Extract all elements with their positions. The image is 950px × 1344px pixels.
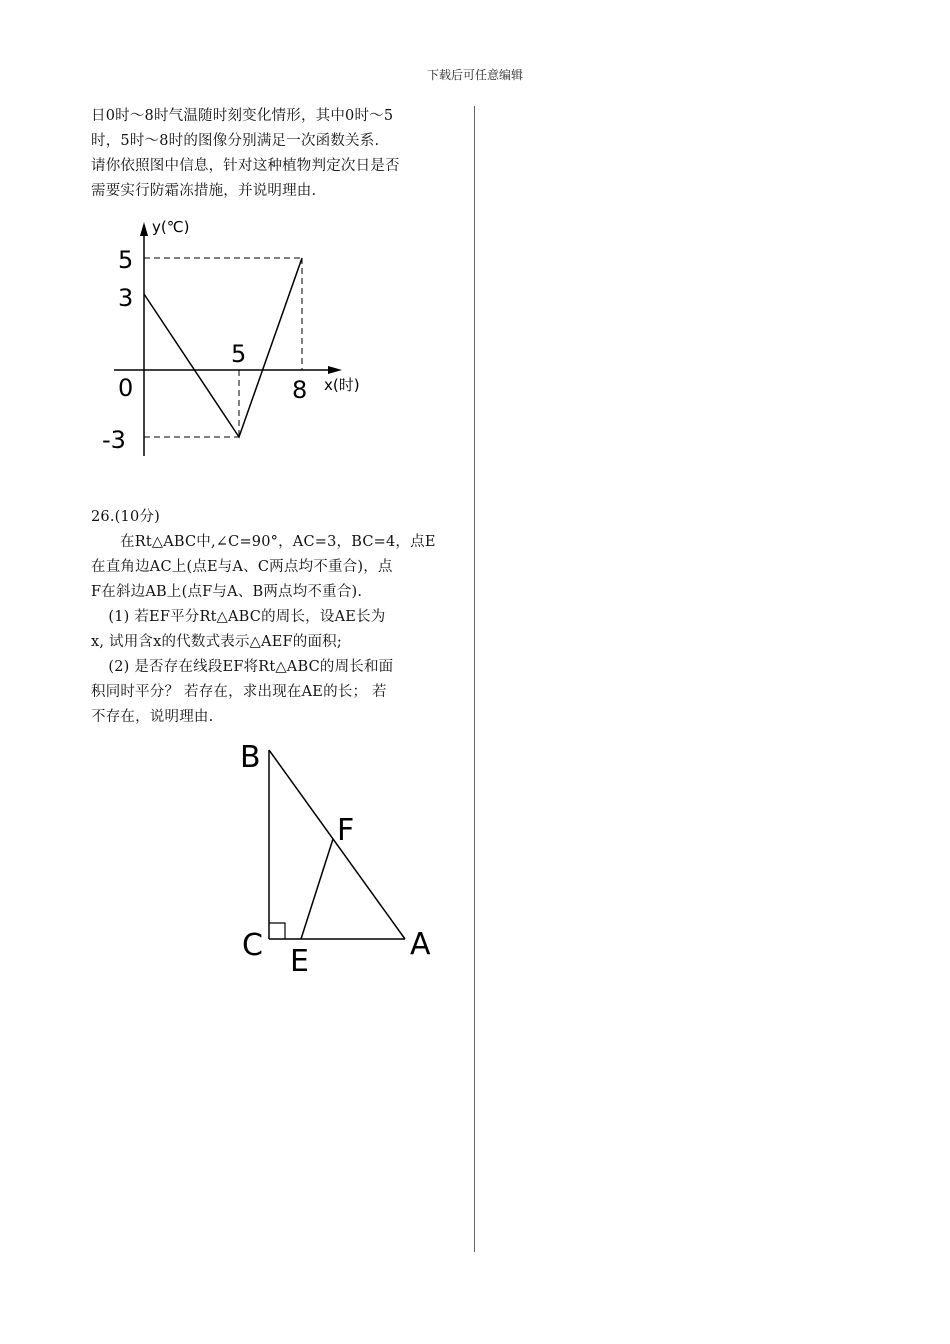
text-line: F在斜边AB上(点F与A、B两点均不重合). xyxy=(91,584,363,600)
y-axis-arrow xyxy=(140,222,148,236)
text-line: 时，5时～8时的图像分别满足一次函数关系. xyxy=(91,133,380,149)
y-tick-5: 5 xyxy=(118,246,134,274)
x-axis-arrow xyxy=(328,366,342,374)
text-line: 请你依照图中信息，针对这种植物判定次日是否 xyxy=(91,158,400,174)
page-header: 下载后可任意编辑 xyxy=(426,68,523,82)
temperature-graph xyxy=(100,210,400,470)
temperature-line xyxy=(144,258,302,437)
problem-26-title: 26.(10分) xyxy=(91,509,160,525)
problem-25-text xyxy=(91,104,447,204)
y-tick-3: 3 xyxy=(118,284,134,312)
vertex-B-label: B xyxy=(240,740,261,775)
text-line: x, 试用含x的代数式表示△AEF的面积; xyxy=(91,634,342,650)
text-line: 积同时平分？ 若存在，求出现在AE的长； 若 xyxy=(91,684,387,700)
column-divider xyxy=(474,106,475,1252)
text-line: (1) 若EF平分Rt△ABC的周长，设AE长为 xyxy=(108,609,386,625)
x-tick-5: 5 xyxy=(231,340,247,368)
vertex-C-label: C xyxy=(242,928,263,963)
origin-label: 0 xyxy=(118,374,134,402)
right-angle-mark xyxy=(269,923,285,939)
triangle-figure xyxy=(230,730,450,980)
text-line: 在Rt△ABC中,∠C=90°，AC=3，BC=4，点E xyxy=(120,534,436,550)
vertex-A-label: A xyxy=(410,927,431,962)
y-axis-label: y(℃) xyxy=(152,218,190,236)
point-F-label: F xyxy=(337,813,355,848)
point-E-label: E xyxy=(290,944,309,979)
text-line: 不存在，说明理由. xyxy=(91,709,214,725)
text-line: 需要实行防霜冻措施，并说明理由. xyxy=(91,183,317,199)
y-tick-neg3: -3 xyxy=(102,426,126,454)
text-line: 日0时～8时气温随时刻变化情形，其中0时～5 xyxy=(91,108,394,124)
problem-26-text xyxy=(91,505,447,730)
text-line: 在直角边AC上(点E与A、C两点均不重合)，点 xyxy=(91,559,393,575)
segment-EF xyxy=(301,839,333,939)
text-line: (2) 是否存在线段EF将Rt△ABC的周长和面 xyxy=(108,659,394,675)
x-axis-label: x(时) xyxy=(324,376,360,394)
x-tick-8: 8 xyxy=(292,376,308,404)
